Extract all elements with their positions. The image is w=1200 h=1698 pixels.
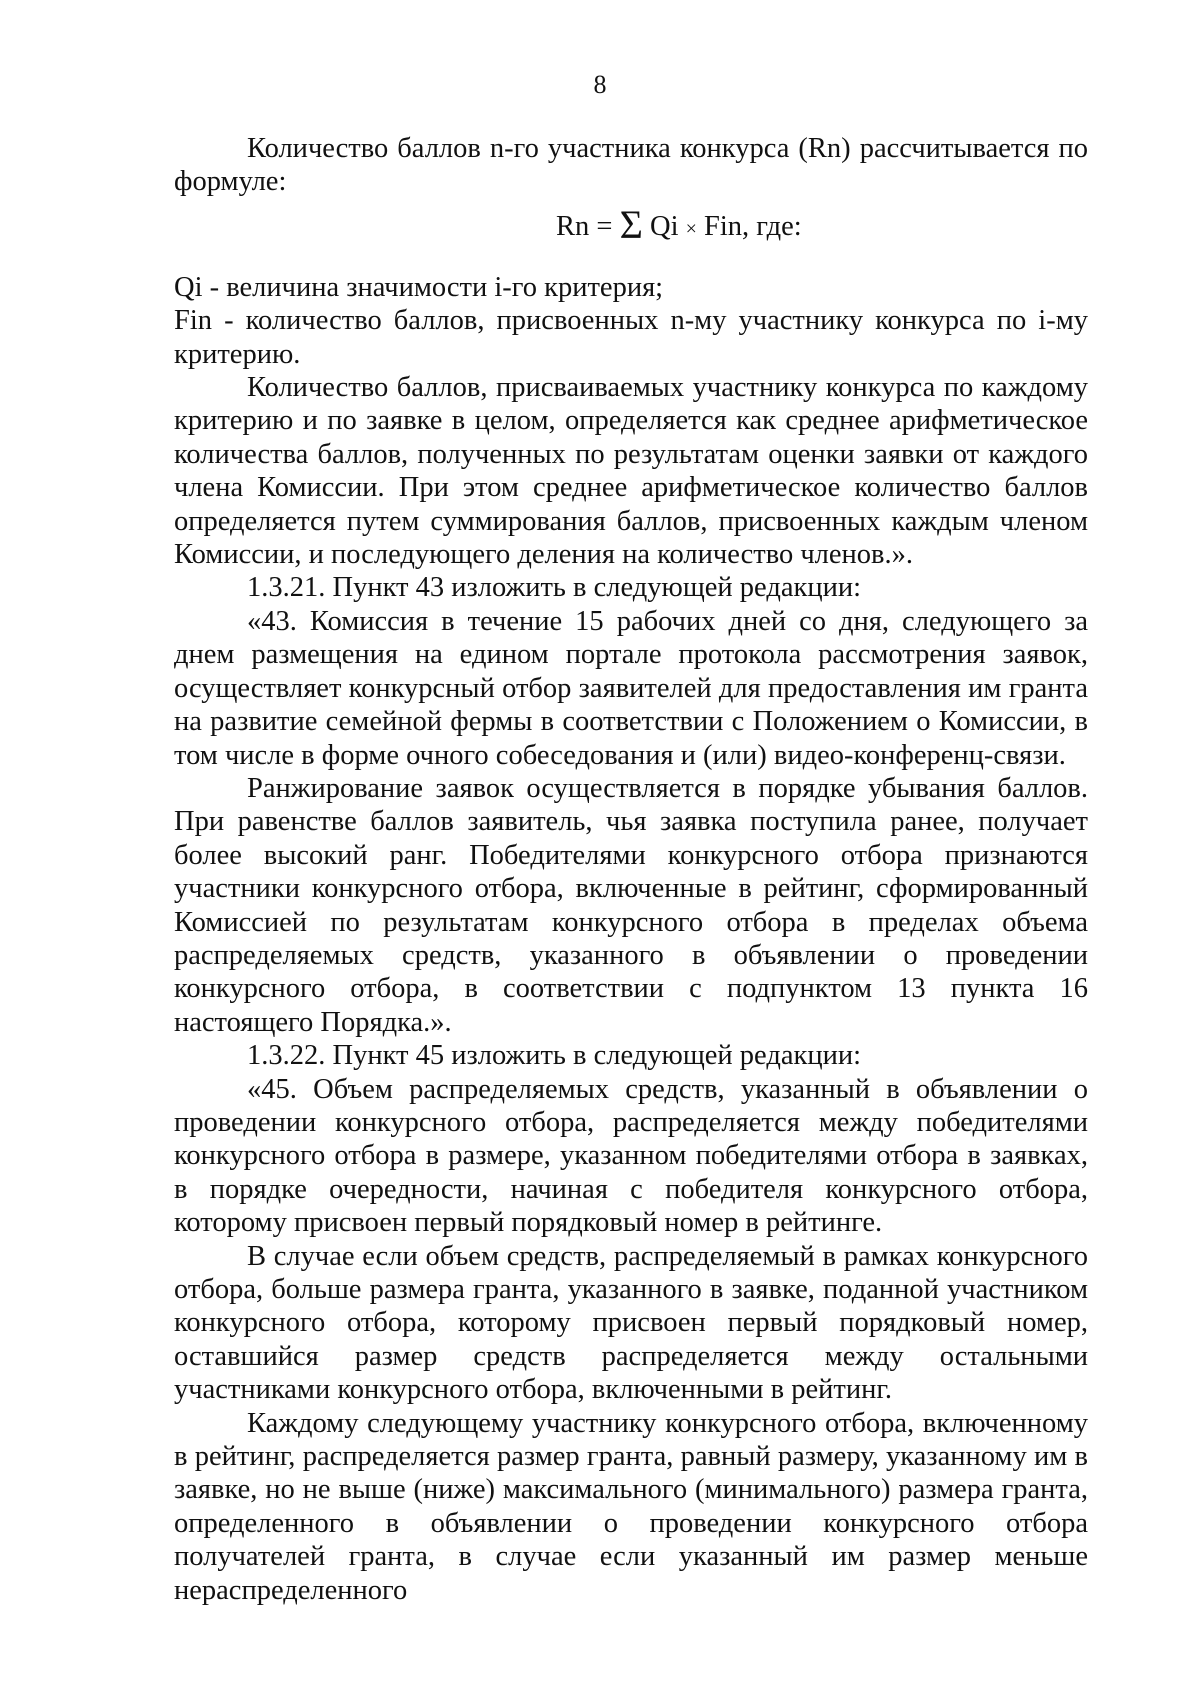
paragraph-point-45: «45. Объем распределяемых средств, указанный в объявлении о проведении конкурсного отбора, распределяется между победителями конкурсного отбора в размере, указанном победителями отбора в заявках, в порядке очередности, начиная с победителя конкурсного отбора, которому присвоен первый порядковый номер в рейтинге. bbox=[174, 1073, 1088, 1239]
sigma-symbol: Σ bbox=[619, 201, 643, 247]
score-formula bbox=[174, 201, 1088, 249]
intro-paragraph: Количество баллов n-го участника конкурса (Rn) рассчитывается по формуле: bbox=[174, 133, 1088, 198]
definition-fin: Fin - количество баллов, присвоенных n-му участнику конкурса по i-му критерию. bbox=[174, 305, 1088, 370]
paragraph-point-43: «43. Комиссия в течение 15 рабочих дней со дня, следующего за днем размещения на едином портале протокола рассмотрения заявок, осуществляет конкурсный отбор заявителей для предоставления им гранта на развитие семейной фермы в соответствии с Положением о Комиссии, в том числе в форме очного собеседования и (или) видео-конференц-связи. bbox=[174, 605, 1088, 771]
body-text bbox=[174, 132, 1088, 1607]
formula-term-qi: Qi bbox=[642, 210, 686, 242]
paragraph-item-1-3-21: 1.3.21. Пункт 43 изложить в следующей редакции: bbox=[247, 572, 861, 604]
page-number: 8 bbox=[593, 70, 607, 99]
paragraph-ranking: Ранжирование заявок осуществляется в порядке убывания баллов. При равенстве баллов заявитель, чья заявка поступила ранее, получает более высокий ранг. Победителями конкурсного отбора признаются участники конкурсного отбора, включенные в рейтинг, сформированный Комиссией по результатам конкурсного отбора в пределах объема распределяемых средств, указанного в объявлении о проведении конкурсного отбора, в соответствии с подпунктом 13 пункта 16 настоящего Порядка.». bbox=[174, 772, 1088, 1038]
formula-term-fin: Fin, где: bbox=[696, 210, 802, 242]
paragraph-item-1-3-22: 1.3.22. Пункт 45 изложить в следующей редакции: bbox=[247, 1040, 861, 1072]
formula-lhs: Rn = bbox=[556, 210, 620, 242]
paragraph-average-score: Количество баллов, присваиваемых участнику конкурса по каждому критерию и по заявке в целом, определяется как среднее арифметическое количества баллов, полученных по результатам оценки заявки от каждого члена Комиссии. При этом среднее арифметическое количество баллов определяется путем суммирования баллов, присвоенных каждым членом Комиссии, и последующего деления на количество членов.». bbox=[174, 372, 1088, 571]
paragraph-remaining-funds: В случае если объем средств, распределяемый в рамках конкурсного отбора, больше размера гранта, указанного в заявке, поданной участником конкурсного отбора, которому присвоен первый порядковый номер, оставшийся размер средств распределяется между остальными участниками конкурсного отбора, включенными в рейтинг. bbox=[174, 1240, 1088, 1406]
paragraph-next-participant: Каждому следующему участнику конкурсного отбора, включенному в рейтинг, распределяется размер гранта, равный размеру, указанному им в заявке, но не выше (ниже) максимального (минимального) размера гранта, определенного в объявлении о проведении конкурсного отбора получателей гранта, в случае если указанный им размер меньше нераспределенного bbox=[174, 1407, 1088, 1606]
multiply-symbol: × bbox=[685, 217, 697, 240]
definition-qi: Qi - величина значимости i-го критерия; bbox=[174, 271, 664, 303]
